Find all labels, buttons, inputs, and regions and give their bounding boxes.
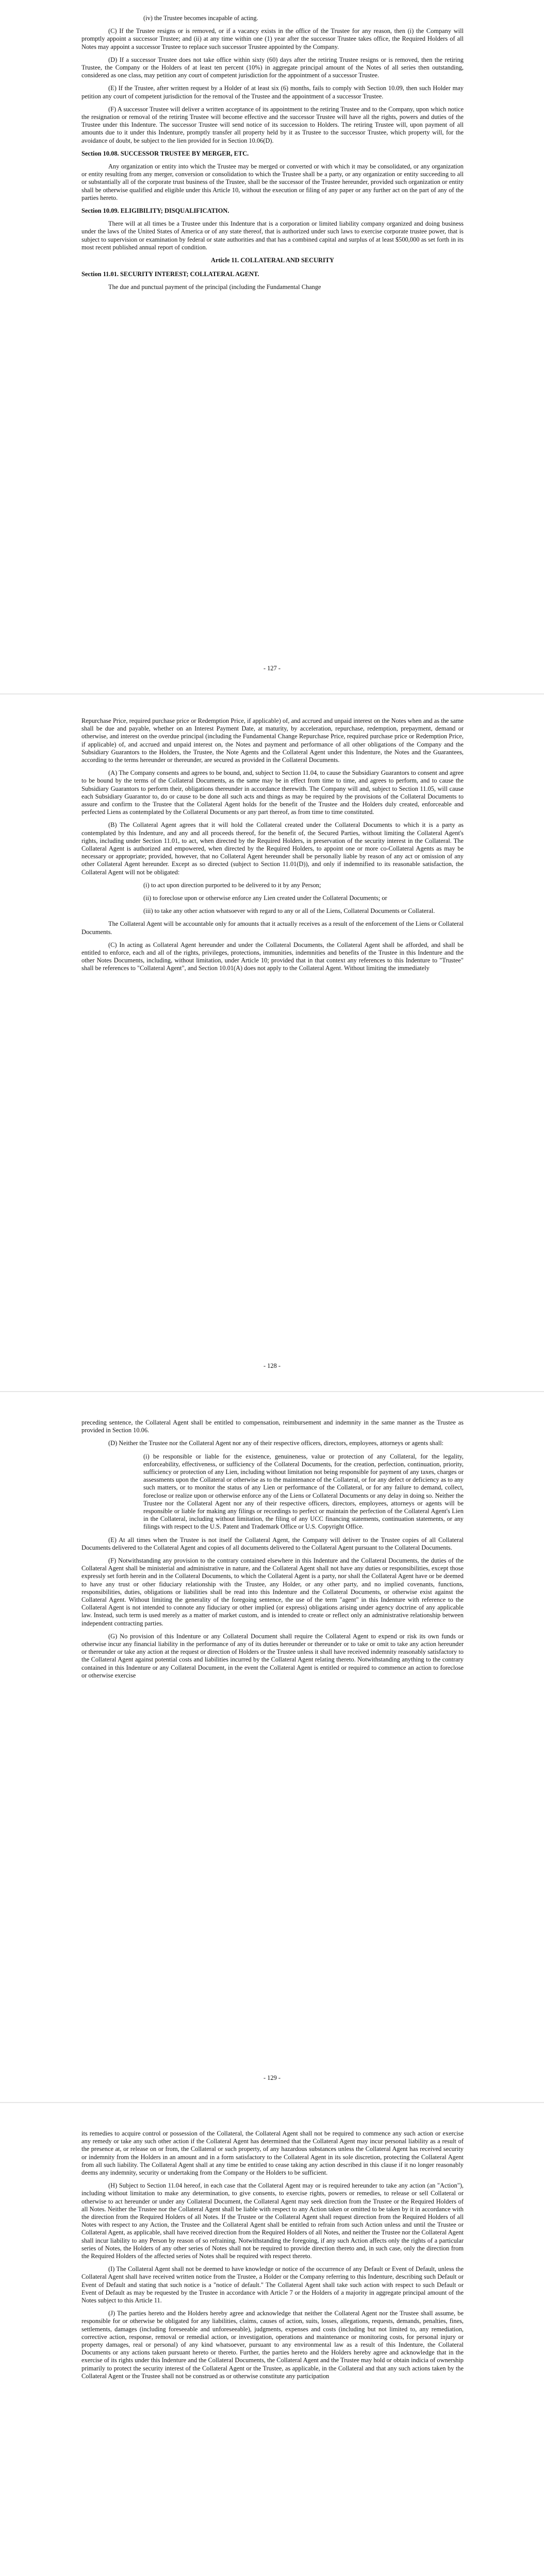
section-heading: Section 10.09. ELIGIBILITY; DISQUALIFICATION. [81,207,229,215]
page-129-content [81,1419,464,1685]
paragraph: (F) Notwithstanding any provision to the contrary contained elsewhere in this Indenture and the Collateral Documents, the duties of the Collateral Agent shall be ministerial and administrative in nature, and the Collateral Agent shall not have any duties or responsibilities, except those expressly set forth herein and in the Collateral Documents, to which the Collateral Agent is a party, nor shall the Collateral Agent have or be deemed to have any trust or other fiduciary relationship with the Trustee, any Holder, or any other party, and no implied covenants, functions, responsibilities, duties, obligations or liabilities shall be read into this Indenture and the Collateral Documents, or otherwise exist against the Collateral Agent. Without limiting the generality of the foregoing sentence, the use of the term "agent" in this Indenture with reference to the Collateral Agent is not intended to connote any fiduciary or other implied (or express) obligations arising under agency doctrine of any applicable law. Instead, such term is used merely as a matter of market custom, and is intended to create or reflect only an administrative relationship between independent contracting parties. [81,1557,464,1627]
paragraph: (E) If the Trustee, after written request by a Holder of at least six (6) months, fails to comply with Section 10.09, then such Holder may petition any court of competent jurisdiction for the removal of the Trustee and the appointment of a successor Trustee. [81,84,464,100]
page-number: - 128 - [263,1362,281,1369]
paragraph: Any organization or entity into which the Trustee may be merged or converted or with which it may be consolidated, or any organization or entity resulting from any merger, conversion or consolidation to which the Trustee shall be a party, or any organization or entity succeeding to all or substantially all of the corporate trust business of the Trustee, shall be the successor of the Trustee hereunder, provided such organization or entity shall be otherwise qualified and eligible under this Article 10, without the execution or filing of any paper or any further act on the part of any of the parties hereto. [81,163,464,201]
page-129 [0,1392,544,2102]
page-127-content [81,14,464,297]
paragraph: (E) At all times when the Trustee is not itself the Collateral Agent, the Company will deliver to the Trustee copies of all Collateral Documents delivered to the Collateral Agent and copies of all documents delivered to the Collateral Agent pursuant to the Collateral Documents. [81,1536,464,1551]
page-130-content [81,2130,464,2385]
paragraph: (I) The Collateral Agent shall not be deemed to have knowledge or notice of the occurrence of any Default or Event of Default, unless the Collateral Agent shall have received written notice from the Trustee, a Holder or the Company referring to this Indenture, describing such Default or Event of Default and stating that such notice is a "notice of default." The Collateral Agent shall take such action with respect to such Default or Event of Default as may be requested by the Trustee in accordance with Article 7 or the Holders of a majority in aggregate principal amount of the Notes subject to this Article 11. [81,2265,464,2304]
page-128 [0,694,544,1391]
page-130 [0,2103,544,2576]
list-item: (i) be responsible or liable for the existence, genuineness, value or protection of any Collateral, for the legality, enforceability, effectiveness, or sufficiency of the Collateral Documents, for the creation, perfection, continuation, priority, sufficiency or protection of any Lien, including without limitation not being responsible for payment of any taxes, charges or assessments upon the Collateral or otherwise as to the maintenance of the Collateral, or for any defect or deficiency as to any such matters, or to monitor the status of any Lien or performance of the Collateral, or for any failure to demand, collect, foreclose or realize upon or otherwise enforce any of the Liens or Collateral Documents or any delay in doing so. Neither the Trustee nor the Collateral Agent nor any of their respective officers, directors, employees, attorneys or agents will be responsible or liable for making any filings or recordings to perfect or maintain the perfection of the Collateral Agent's Lien in the Collateral, including without limitation, the filing of any UCC financing statements, continuation statements, or any filings with respect to the U.S. Patent and Trademark Office or U.S. Copyright Office. [143,1452,464,1531]
paragraph: (B) The Collateral Agent agrees that it will hold the Collateral created under the Collateral Documents to which it is a party as contemplated by this Indenture, and any and all proceeds thereof, for the benefit of, the Secured Parties, without limiting the Collateral Agent's rights, including under Section 11.01, to act, when directed by the Required Holders, in preservation of the security interest in the Collateral. The Collateral Agent is authorized and empowered, when directed by the Required Holders, to appoint one or more co-Collateral Agents as may be necessary or appropriate; provided, however, that no Collateral Agent hereunder shall be personally liable by reason of any act or omission of any other Collateral Agent hereunder. Except as so directed (subject to Section 11.01(D)), and only if indemnified to its reasonable satisfaction, the Collateral Agent will not be obligated: [81,821,464,876]
paragraph: (D) Neither the Trustee nor the Collateral Agent nor any of their respective officers, directors, employees, attorneys or agents shall: [108,1439,444,1447]
paragraph: (A) The Company consents and agrees to be bound, and, subject to Section 11.04, to cause the Subsidiary Guarantors to consent and agree to be bound by the terms of the Collateral Documents, as the same may be in effect from time to time, and agrees to perform, and to cause the Subsidiary Guarantors to perform their, obligations thereunder in accordance therewith. The Company will and, subject to Section 11.05, will cause each Subsidiary Guarantor to, do or cause to be done all such acts and things as may be required by the provisions of the Collateral Documents to assure and confirm to the Trustee that the Collateral Agent holds for the benefit of the Trustee and the Holders duly created, enforceable and perfected Liens as contemplated by the Collateral Documents or any part thereof, as from time to time constituted. [81,769,464,816]
page-number: - 127 - [263,665,281,672]
paragraph: (H) Subject to Section 11.04 hereof, in each case that the Collateral Agent may or is required hereunder to take any action (an "Action"), including without limitation to make any determination, to give consents, to exercise rights, powers or remedies, to release or sell Collateral or otherwise to act hereunder or under any Collateral Document, the Collateral Agent may seek direction from the Trustee or the Required Holders of all Notes. Neither the Trustee nor the Collateral Agent shall be liable with respect to any Action taken or omitted to be taken by it in accordance with the direction from the Required Holders of all Notes. If the Trustee or the Collateral Agent shall request direction from the Required Holders of all Notes with respect to any Action, the Trustee and the Collateral Agent shall be entitled to refrain from such Action unless and until the Trustee or Collateral Agent, as applicable, shall have received direction from the Required Holders of all Notes, and neither the Trustee nor the Collateral Agent shall incur liability to any Person by reason of so refraining. Notwithstanding the foregoing, if any such Action affects only the rights of a particular series of Notes, the Holders of any other series of Notes shall not be required to provide direction thereto and, in such case, only the direction from the Required Holders of the affected series of Notes shall be required with respect thereto. [81,2182,464,2260]
paragraph: The Collateral Agent will be accountable only for amounts that it actually receives as a result of the enforcement of the Liens or Collateral Documents. [81,920,464,936]
page-128-content [81,717,464,978]
list-item: (i) to act upon direction purported to be delivered to it by any Person; [143,881,321,889]
paragraph: (D) If a successor Trustee does not take office within sixty (60) days after the retiring Trustee resigns or is removed, then the retiring Trustee, the Company or the Holders of at least ten percent (10%) in aggregate principal amount of the Notes of all series then outstanding, considered as one class, may petition any court of competent jurisdiction for the appointment of a successor Trustee. [81,56,464,79]
paragraph: The due and punctual payment of the principal (including the Fundamental Change [108,283,321,291]
page-127 [0,0,544,693]
article-heading: Article 11. COLLATERAL AND SECURITY [211,257,334,264]
list-item: (iii) to take any other action whatsoever with regard to any or all of the Liens, Collateral Documents or Collateral. [143,907,435,915]
paragraph: (C) If the Trustee resigns or is removed, or if a vacancy exists in the office of the Trustee for any reason, then (i) the Company will promptly appoint a successor Trustee; and (ii) at any time within one (1) year after the successor Trustee takes office, the Required Holders of all Notes may appoint a successor Trustee to replace such successor Trustee appointed by the Company. [81,27,464,50]
paragraph: (F) A successor Trustee will deliver a written acceptance of its appointment to the retiring Trustee and to the Company, upon which notice the resignation or removal of the retiring Trustee will become effective and the successor Trustee will have all the rights, powers and duties of the Trustee under this Indenture. The successor Trustee will send notice of its succession to Holders. The retiring Trustee will, upon payment of all amounts due to it under this Indenture, promptly transfer all property held by it as Trustee to the successor Trustee, which property will, for the avoidance of doubt, be subject to the lien provided for in Section 10.06(D). [81,105,464,144]
list-item: (iv) the Trustee becomes incapable of acting. [143,14,258,22]
paragraph: There will at all times be a Trustee under this Indenture that is a corporation or limited liability company organized and doing business under the laws of the United States of America or of any state thereof, that is authorized under such laws to exercise corporate trustee power, that is subject to supervision or examination by federal or state authorities and that has a combined capital and surplus of at least $500,000 as set forth in its most recent published annual report of condition. [81,220,464,251]
list-item: (ii) to foreclose upon or otherwise enforce any Lien created under the Collateral Documents; or [143,894,387,902]
paragraph: its remedies to acquire control or possession of the Collateral, the Collateral Agent shall not be required to commence any such action or exercise any remedy or take any such other action if the Collateral Agent has determined that the Collateral Agent may incur personal liability as a result of the presence at, or release on or from, the Collateral or such property, of any hazardous substances unless the Collateral Agent has received security or indemnity from the Holders in an amount and in a form satisfactory to the Collateral Agent in its sole discretion, protecting the Collateral Agent from all such liability. The Collateral Agent shall at any time be entitled to cease taking any action described in this clause if it no longer reasonably deems any indemnity, security or undertaking from the Company or the Holders to be sufficient. [81,2130,464,2177]
paragraph: Repurchase Price, required purchase price or Redemption Price, if applicable) of, and accrued and unpaid interest on the Notes when and as the same shall be due and payable, whether on an Interest Payment Date, at maturity, by acceleration, repurchase, redemption, prepayment, demand or otherwise, and interest on the overdue principal (including the Fundamental Change Repurchase Price, required purchase price or Redemption Price, if applicable) of, and accrued and unpaid interest on, the Notes and payment and performance of all other obligations of the Company and the Subsidiary Guarantors to the Holders, the Trustee, the Note Agents and the Collateral Agent under this Indenture, the Notes and the Guarantees, according to the terms hereunder or thereunder, are secured as provided in the Collateral Documents. [81,717,464,764]
page-number: - 129 - [263,2074,281,2081]
section-heading: Section 11.01. SECURITY INTEREST; COLLATERAL AGENT. [81,270,259,278]
section-heading: Section 10.08. SUCCESSOR TRUSTEE BY MERGER, ETC. [81,149,249,157]
paragraph: (G) No provision of this Indenture or any Collateral Document shall require the Collateral Agent to expend or risk its own funds or otherwise incur any financial liability in the performance of any of its duties hereunder or thereunder or to take or omit to take any action hereunder or thereunder or take any action at the request or direction of Holders or the Trustee unless it shall have received indemnity reasonably satisfactory to the Collateral Agent against potential costs and liabilities incurred by the Collateral Agent relating thereto. Notwithstanding anything to the contrary contained in this Indenture or any Collateral Document, in the event the Collateral Agent is entitled or required to commence an action to foreclose or otherwise exercise [81,1632,464,1679]
paragraph: (J) The parties hereto and the Holders hereby agree and acknowledge that neither the Collateral Agent nor the Trustee shall assume, be responsible for or otherwise be obligated for any liabilities, claims, causes of action, suits, losses, allegations, requests, demands, penalties, fines, settlements, damages (including foreseeable and unforeseeable), judgments, expenses and costs (including but not limited to, any remediation, corrective action, response, removal or remedial action, or investigation, operations and maintenance or monitoring costs, for personal injury or property damages, real or personal) of any kind whatsoever, pursuant to any environmental law as a result of this Indenture, the Collateral Documents or any actions taken pursuant hereto or thereto. Further, the parties hereto and the Holders hereby agree and acknowledge that in the exercise of its rights under this Indenture and the Collateral Documents, the Collateral Agent and the Trustee may hold or obtain indicia of ownership primarily to protect the security interest of the Collateral Agent or the Trustee, as applicable, in the Collateral and that any such actions taken by the Collateral Agent or the Trustee shall not be construed as or otherwise constitute any participation [81,2310,464,2380]
paragraph: preceding sentence, the Collateral Agent shall be entitled to compensation, reimbursement and indemnity in the same manner as the Trustee as provided in Section 10.06. [81,1419,464,1434]
paragraph: (C) In acting as Collateral Agent hereunder and under the Collateral Documents, the Collateral Agent shall be afforded, and shall be entitled to enforce, each and all of the rights, privileges, protections, immunities, indemnities and benefits of the Trustee in this Indenture and the other Notes Documents, including, without limitation, under Article 10; provided that in that context any references to this Indenture to "Trustee" shall be references to "Collateral Agent", and Section 10.01(A) does not apply to the Collateral Agent. Without limiting the immediately [81,941,464,972]
